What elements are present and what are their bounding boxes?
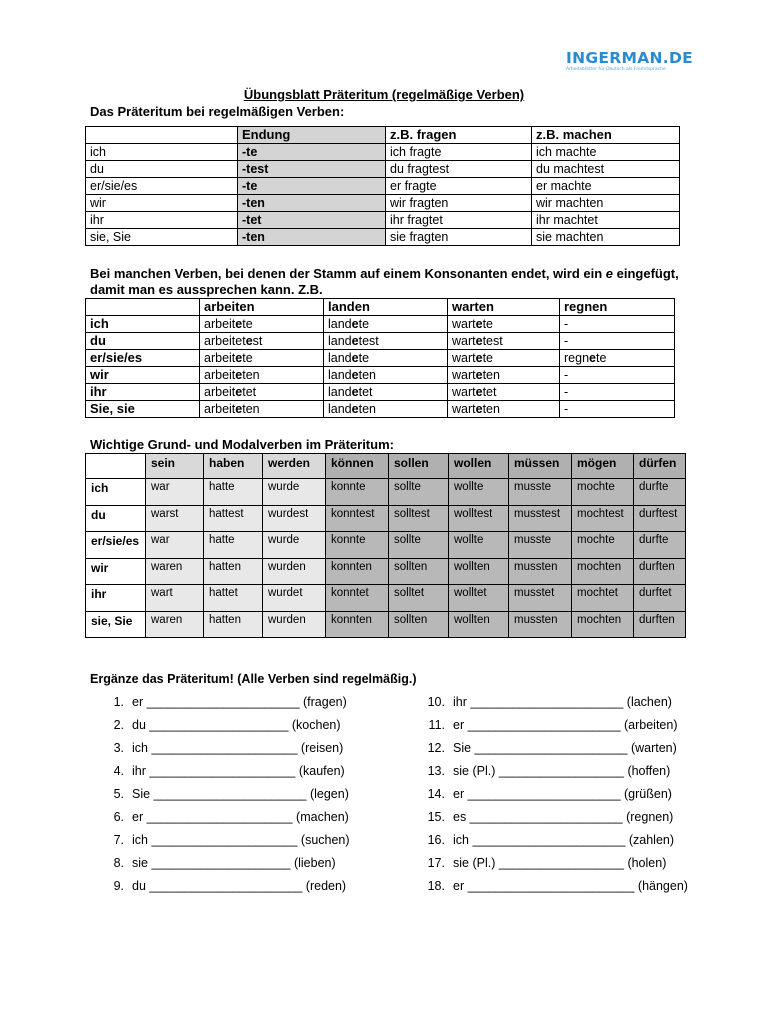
pronoun-cell: ich bbox=[86, 316, 200, 333]
exercise-number: 18. bbox=[427, 879, 445, 893]
verb-form-cell: wollte bbox=[449, 479, 509, 506]
pronoun-cell: du bbox=[86, 505, 146, 532]
exercise-number: 14. bbox=[427, 787, 445, 801]
ending-cell: -test bbox=[238, 161, 386, 178]
table-header-row bbox=[86, 127, 680, 144]
pronoun-cell: er/sie/es bbox=[86, 350, 200, 367]
verb-form-cell: mochtest bbox=[572, 505, 634, 532]
exercise-text: er ______________________ (grüßen) bbox=[453, 787, 672, 801]
pronoun-cell: Sie, sie bbox=[86, 401, 200, 418]
ending-cell: -te bbox=[238, 178, 386, 195]
verb-form-cell: war bbox=[146, 532, 204, 559]
pronoun-cell: du bbox=[86, 161, 238, 178]
verb-form-cell: wurdest bbox=[263, 505, 326, 532]
exercise-item bbox=[415, 809, 673, 832]
verb-form-cell: mussten bbox=[509, 558, 572, 585]
verb-form-cell: musstest bbox=[509, 505, 572, 532]
verb-form-cell: landetest bbox=[324, 333, 448, 350]
table-cell: ich machte bbox=[532, 144, 680, 161]
verb-form-cell: - bbox=[560, 384, 675, 401]
verb-form-cell: wollten bbox=[449, 611, 509, 638]
exercise-item bbox=[100, 694, 347, 717]
verb-form-cell: musste bbox=[509, 479, 572, 506]
table-row bbox=[86, 195, 680, 212]
verb-form-cell: - bbox=[560, 367, 675, 384]
exercise-item bbox=[100, 832, 350, 855]
verb-form-cell: hatten bbox=[204, 611, 263, 638]
table-header-row bbox=[86, 454, 686, 479]
verb-form-cell: landete bbox=[324, 350, 448, 367]
header-cell: dürfen bbox=[634, 454, 686, 479]
exercise-item bbox=[100, 809, 349, 832]
exercise-item bbox=[415, 763, 670, 786]
exercise-number: 7. bbox=[113, 833, 124, 847]
exercise-item bbox=[415, 855, 666, 878]
verb-form-cell: wurde bbox=[263, 532, 326, 559]
exercise-text: ich _____________________ (reisen) bbox=[132, 741, 344, 755]
header-cell bbox=[86, 127, 238, 144]
exercise-item bbox=[100, 786, 349, 809]
table-cell: wir machten bbox=[532, 195, 680, 212]
pronoun-cell: wir bbox=[86, 195, 238, 212]
table-row bbox=[86, 350, 675, 367]
header-cell: regnen bbox=[560, 299, 675, 316]
exercise-number: 11. bbox=[428, 718, 445, 732]
pronoun-cell: ihr bbox=[86, 585, 146, 612]
verb-form-cell: durften bbox=[634, 558, 686, 585]
table-cell: er machte bbox=[532, 178, 680, 195]
verb-form-cell: durftest bbox=[634, 505, 686, 532]
verb-form-cell: wartete bbox=[448, 350, 560, 367]
verb-form-cell: sollte bbox=[389, 479, 449, 506]
pronoun-cell: ich bbox=[86, 479, 146, 506]
pronoun-cell: ihr bbox=[86, 212, 238, 229]
exercise-text: sie (Pl.) __________________ (hoffen) bbox=[453, 764, 671, 778]
table-cell: ihr fragtet bbox=[386, 212, 532, 229]
verb-form-cell: wolltet bbox=[449, 585, 509, 612]
verb-form-cell: hatte bbox=[204, 532, 263, 559]
exercise-heading: Ergänze das Präteritum! (Alle Verben sind regelmäßig.) bbox=[90, 672, 417, 686]
ending-cell: -te bbox=[238, 144, 386, 161]
header-cell: z.B. fragen bbox=[386, 127, 532, 144]
logo-subtitle: Arbeitsblätter für Deutsch als Fremdsprache bbox=[566, 67, 666, 72]
paragraph-text: eingefügt, damit man es aussprechen kann. Z.B. bbox=[90, 266, 679, 297]
verb-form-cell: arbeitete bbox=[200, 350, 324, 367]
table-row bbox=[86, 401, 675, 418]
modal-verbs-heading: Wichtige Grund- und Modalverben im Präteritum: bbox=[90, 437, 394, 452]
table-row bbox=[86, 229, 680, 246]
exercise-item bbox=[100, 763, 345, 786]
header-cell bbox=[86, 454, 146, 479]
exercise-item bbox=[415, 832, 674, 855]
pronoun-cell: ihr bbox=[86, 384, 200, 401]
table-cell: ich fragte bbox=[386, 144, 532, 161]
verb-form-cell: hatte bbox=[204, 479, 263, 506]
verb-form-cell: wollten bbox=[449, 558, 509, 585]
verb-form-cell: durfte bbox=[634, 479, 686, 506]
exercise-text: er ______________________ (arbeiten) bbox=[453, 718, 678, 732]
header-cell bbox=[86, 299, 200, 316]
exercise-number: 6. bbox=[113, 810, 124, 824]
verb-form-cell: warst bbox=[146, 505, 204, 532]
verb-form-cell: landeten bbox=[324, 367, 448, 384]
table-cell: du machtest bbox=[532, 161, 680, 178]
verb-form-cell: - bbox=[560, 333, 675, 350]
section-subtitle: Das Präteritum bei regelmäßigen Verben: bbox=[90, 104, 345, 119]
verb-form-cell: konnten bbox=[326, 611, 389, 638]
ending-cell: -ten bbox=[238, 195, 386, 212]
verb-form-cell: war bbox=[146, 479, 204, 506]
page-title: Übungsblatt Präteritum (regelmäßige Verben) bbox=[243, 87, 525, 102]
exercise-item bbox=[415, 694, 672, 717]
table-row bbox=[86, 611, 686, 638]
table-row bbox=[86, 178, 680, 195]
exercise-number: 1. bbox=[113, 695, 124, 709]
pronoun-cell: sie, Sie bbox=[86, 611, 146, 638]
verb-form-cell: wurden bbox=[263, 611, 326, 638]
exercise-text: du ______________________ (reden) bbox=[132, 879, 347, 893]
verb-form-cell: musstet bbox=[509, 585, 572, 612]
verb-form-cell: solltet bbox=[389, 585, 449, 612]
exercise-text: es ______________________ (regnen) bbox=[453, 810, 674, 824]
verb-form-cell: wollte bbox=[449, 532, 509, 559]
pronoun-cell: er/sie/es bbox=[86, 178, 238, 195]
header-cell: wollen bbox=[449, 454, 509, 479]
verb-form-cell: konntest bbox=[326, 505, 389, 532]
verb-form-cell: durfte bbox=[634, 532, 686, 559]
table-cell: du fragtest bbox=[386, 161, 532, 178]
logo-title: INGERMAN.DE bbox=[566, 49, 694, 67]
verb-form-cell: mussten bbox=[509, 611, 572, 638]
header-cell: warten bbox=[448, 299, 560, 316]
table-header-row bbox=[86, 299, 675, 316]
header-cell: sollen bbox=[389, 454, 449, 479]
verb-form-cell: arbeitetest bbox=[200, 333, 324, 350]
header-cell: z.B. machen bbox=[532, 127, 680, 144]
exercise-number: 13. bbox=[427, 764, 445, 778]
exercise-text: er ________________________ (hängen) bbox=[453, 879, 688, 893]
verb-form-cell: hatten bbox=[204, 558, 263, 585]
explanation-paragraph bbox=[90, 266, 690, 297]
modal-verbs-table bbox=[85, 453, 686, 638]
table-cell: wir fragten bbox=[386, 195, 532, 212]
header-cell: haben bbox=[204, 454, 263, 479]
exercise-text: ihr ______________________ (lachen) bbox=[453, 695, 672, 709]
verb-form-cell: wurdet bbox=[263, 585, 326, 612]
verb-form-cell: wolltest bbox=[449, 505, 509, 532]
table-row bbox=[86, 585, 686, 612]
verb-form-cell: arbeiteten bbox=[200, 401, 324, 418]
exercise-item bbox=[100, 855, 336, 878]
header-cell: sein bbox=[146, 454, 204, 479]
verb-form-cell: wurde bbox=[263, 479, 326, 506]
verb-form-cell: landeten bbox=[324, 401, 448, 418]
verb-form-cell: - bbox=[560, 316, 675, 333]
exercise-number: 12. bbox=[427, 741, 445, 755]
exercise-item bbox=[100, 878, 346, 901]
verb-form-cell: sollte bbox=[389, 532, 449, 559]
exercise-text: sie ____________________ (lieben) bbox=[132, 856, 336, 870]
exercise-number: 3. bbox=[113, 741, 124, 755]
exercise-number: 2. bbox=[113, 718, 124, 732]
exercise-number: 10. bbox=[427, 695, 445, 709]
exercise-item bbox=[415, 740, 677, 763]
table-row bbox=[86, 479, 686, 506]
table-row bbox=[86, 367, 675, 384]
exercise-item bbox=[100, 717, 341, 740]
stem-e-table bbox=[85, 298, 675, 418]
exercise-text: du ____________________ (kochen) bbox=[132, 718, 341, 732]
header-cell: müssen bbox=[509, 454, 572, 479]
verb-form-cell: - bbox=[560, 401, 675, 418]
header-cell: Endung bbox=[238, 127, 386, 144]
verb-form-cell: arbeitete bbox=[200, 316, 324, 333]
table-row bbox=[86, 316, 675, 333]
verb-form-cell: hattet bbox=[204, 585, 263, 612]
verb-form-cell: waren bbox=[146, 611, 204, 638]
table-row bbox=[86, 558, 686, 585]
exercise-number: 17. bbox=[427, 856, 445, 870]
verb-form-cell: wartetet bbox=[448, 384, 560, 401]
exercise-item bbox=[415, 878, 688, 901]
verb-form-cell: mochten bbox=[572, 611, 634, 638]
table-row bbox=[86, 333, 675, 350]
exercise-number: 4. bbox=[113, 764, 124, 778]
table-cell: ihr machtet bbox=[532, 212, 680, 229]
verb-form-cell: wartetest bbox=[448, 333, 560, 350]
verb-form-cell: sollten bbox=[389, 611, 449, 638]
exercise-text: Sie ______________________ (legen) bbox=[132, 787, 349, 801]
verb-form-cell: mochtet bbox=[572, 585, 634, 612]
verb-form-cell: konnte bbox=[326, 479, 389, 506]
exercise-number: 8. bbox=[113, 856, 124, 870]
table-row bbox=[86, 144, 680, 161]
verb-form-cell: waren bbox=[146, 558, 204, 585]
header-cell: arbeiten bbox=[200, 299, 324, 316]
verb-form-cell: konnten bbox=[326, 558, 389, 585]
exercise-number: 15. bbox=[427, 810, 445, 824]
verb-form-cell: mochte bbox=[572, 479, 634, 506]
table-cell: sie machten bbox=[532, 229, 680, 246]
pronoun-cell: sie, Sie bbox=[86, 229, 238, 246]
verb-form-cell: arbeitetet bbox=[200, 384, 324, 401]
header-cell: landen bbox=[324, 299, 448, 316]
table-cell: sie fragten bbox=[386, 229, 532, 246]
verb-form-cell: hattest bbox=[204, 505, 263, 532]
pronoun-cell: du bbox=[86, 333, 200, 350]
header-cell: können bbox=[326, 454, 389, 479]
verb-form-cell: solltest bbox=[389, 505, 449, 532]
paragraph-letter: e bbox=[605, 266, 614, 281]
verb-form-cell: mochten bbox=[572, 558, 634, 585]
verb-form-cell: wartete bbox=[448, 316, 560, 333]
pronoun-cell: ich bbox=[86, 144, 238, 161]
header-cell: werden bbox=[263, 454, 326, 479]
exercise-text: ich ______________________ (zahlen) bbox=[453, 833, 675, 847]
header-cell: mögen bbox=[572, 454, 634, 479]
exercise-number: 5. bbox=[113, 787, 124, 801]
exercise-text: sie (Pl.) __________________ (holen) bbox=[453, 856, 667, 870]
pronoun-cell: wir bbox=[86, 367, 200, 384]
table-cell: er fragte bbox=[386, 178, 532, 195]
verb-form-cell: musste bbox=[509, 532, 572, 559]
verb-form-cell: landetet bbox=[324, 384, 448, 401]
exercise-item bbox=[415, 786, 672, 809]
exercise-text: Sie ______________________ (warten) bbox=[453, 741, 677, 755]
verb-form-cell: durftet bbox=[634, 585, 686, 612]
exercise-text: ihr _____________________ (kaufen) bbox=[132, 764, 345, 778]
exercise-text: er ______________________ (fragen) bbox=[132, 695, 347, 709]
paragraph-text: Bei manchen Verben, bei denen der Stamm auf einem Konsonanten endet, wird ein bbox=[90, 266, 606, 281]
exercise-item bbox=[100, 740, 343, 763]
logo bbox=[566, 49, 694, 73]
exercise-text: er _____________________ (machen) bbox=[132, 810, 349, 824]
exercise-number: 16. bbox=[427, 833, 445, 847]
endings-table bbox=[85, 126, 680, 246]
verb-form-cell: warteten bbox=[448, 401, 560, 418]
table-row bbox=[86, 532, 686, 559]
verb-form-cell: mochte bbox=[572, 532, 634, 559]
table-row bbox=[86, 212, 680, 229]
verb-form-cell: konnte bbox=[326, 532, 389, 559]
table-row bbox=[86, 161, 680, 178]
table-row bbox=[86, 384, 675, 401]
verb-form-cell: arbeiteten bbox=[200, 367, 324, 384]
exercise-text: ich _____________________ (suchen) bbox=[132, 833, 350, 847]
verb-form-cell: wart bbox=[146, 585, 204, 612]
ending-cell: -tet bbox=[238, 212, 386, 229]
verb-form-cell: durften bbox=[634, 611, 686, 638]
verb-form-cell: wurden bbox=[263, 558, 326, 585]
exercise-number: 9. bbox=[113, 879, 124, 893]
ending-cell: -ten bbox=[238, 229, 386, 246]
exercise-item bbox=[415, 717, 678, 740]
pronoun-cell: er/sie/es bbox=[86, 532, 146, 559]
table-row bbox=[86, 505, 686, 532]
verb-form-cell: sollten bbox=[389, 558, 449, 585]
verb-form-cell: regnete bbox=[560, 350, 675, 367]
pronoun-cell: wir bbox=[86, 558, 146, 585]
verb-form-cell: landete bbox=[324, 316, 448, 333]
verb-form-cell: konntet bbox=[326, 585, 389, 612]
verb-form-cell: warteten bbox=[448, 367, 560, 384]
